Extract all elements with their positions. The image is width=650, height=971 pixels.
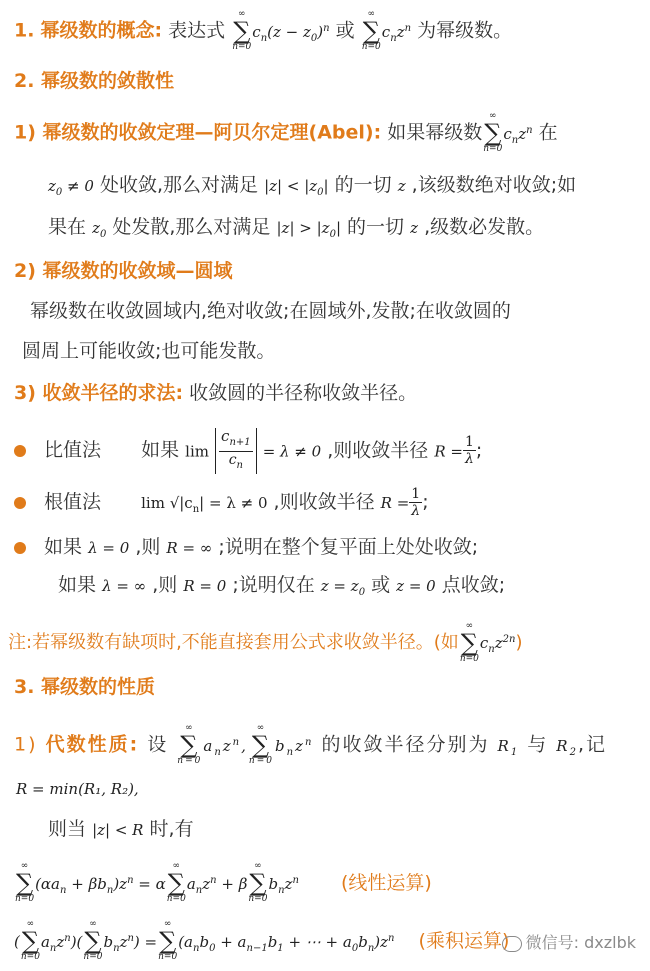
formula: R = <box>434 442 463 461</box>
formula: $R_1$ <box>497 736 520 758</box>
method-text: ,则收敛半径 <box>273 491 375 513</box>
abel-text: 如果幂级数 <box>387 121 483 144</box>
bullet-ratio: 比值法 如果 lim $\frac{c_{n+1}}{c_n}$ = λ ≠ 0 ,则收敛半径 R = $\frac{1}{\lambda}$ ; <box>14 428 482 474</box>
formula: $|z| < |z_0|$ <box>264 177 329 198</box>
abel-text: 处发散,那么对满足 <box>112 216 271 238</box>
case-infinite <box>58 576 505 598</box>
formula: $z_0$ <box>92 219 107 240</box>
radius-text: 收敛圆的半径称收敛半径。 <box>189 382 418 404</box>
formula: λ = 0 <box>88 539 130 557</box>
formula: $\frac{1}{\lambda}$ <box>464 434 474 468</box>
bullet-root: 根值法 $\lim √|c_n| = \lambda \ne 0$ ,则收敛半径 R = $\frac{1}{\lambda}$ ; <box>14 486 429 519</box>
formula: z <box>410 219 419 237</box>
sum-symbol: ∞ ∑ n=0 <box>248 861 268 904</box>
formula: $c_nz^{2n}$ <box>479 634 516 655</box>
bullet-zero <box>14 538 478 557</box>
formula: $a_nz^n$)( <box>40 932 83 954</box>
case-text: ;说明仅在 <box>232 574 315 596</box>
formula: λ = ∞ <box>102 577 147 595</box>
formula: lim <box>185 442 209 461</box>
section-heading: 3. 幂级数的性质 <box>14 676 156 698</box>
formula: z <box>397 177 406 195</box>
note-text: ) <box>515 632 523 653</box>
condition-line <box>48 820 194 839</box>
sum-symbol: ∞ ∑ n=0 <box>158 919 178 962</box>
formula: $\lim √|c_n| = \lambda \ne 0$ <box>141 494 268 515</box>
method-text: ,则收敛半径 <box>327 439 429 462</box>
watermark-text: 微信号: dxzlbk <box>525 933 636 952</box>
formula: $c_nz^n$ <box>381 22 412 44</box>
formula: $z_0 \ne 0$ <box>48 177 94 198</box>
abel-title: 1) 幂级数的收敛定理—阿贝尔定理(Abel): <box>14 121 382 144</box>
section-number: 1. <box>14 19 35 42</box>
note-line <box>8 622 523 664</box>
formula: $a_nz^n + \beta$ <box>186 874 248 896</box>
abel-line-2 <box>48 176 576 198</box>
section-heading: 2. 幂级数的敛散性 <box>14 70 175 92</box>
method-text: 如果 <box>141 439 180 462</box>
case-text: ;说明在整个复平面上处处收敛; <box>218 536 479 558</box>
algebra-text: ,记 <box>577 733 608 756</box>
formula: R = ∞ <box>166 539 213 557</box>
abel-line-1 <box>14 112 558 154</box>
bullet-icon <box>14 497 26 509</box>
concept-title: 幂级数的概念: <box>40 19 163 42</box>
or-text: 或 <box>335 19 355 42</box>
wechat-icon <box>502 936 522 952</box>
sum-symbol: ∞ ∑ n=0 <box>15 861 35 904</box>
formula: $R_2$ <box>556 736 578 758</box>
case-text: 点收敛; <box>441 574 506 596</box>
formula: $a_nz^n$, <box>203 736 248 758</box>
linear-line <box>14 862 432 904</box>
formula: $b_nz^n$) = <box>103 932 158 954</box>
item-number: 1) <box>14 733 38 756</box>
formula: $b_nz^n$ <box>268 874 299 896</box>
abel-text: ,该级数绝对收敛;如 <box>411 174 577 196</box>
abel-text: 果在 <box>48 216 87 238</box>
formula: ( <box>14 932 20 951</box>
product-line <box>14 920 509 962</box>
condition-text: 则当 <box>48 818 87 840</box>
abel-line-3 <box>48 218 544 240</box>
concept-line <box>14 10 512 52</box>
sum-symbol: ∞ ∑ n=0 <box>483 111 503 154</box>
formula: = λ ≠ 0 <box>262 442 322 461</box>
radius-heading-line <box>14 384 417 403</box>
subsection-heading: 2) 幂级数的收敛域—圆域 <box>14 260 233 282</box>
bullet-icon <box>14 542 26 554</box>
radius-title: 3) 收敛半径的求法: <box>14 382 184 404</box>
sum-symbol: ∞ ∑ n=0 <box>177 723 203 766</box>
case-text: 如果 <box>58 574 97 596</box>
sum-symbol: ∞ ∑ n=0 <box>459 621 479 664</box>
sum-symbol: ∞ ∑ n=0 <box>248 723 274 766</box>
sum-symbol: ∞ ∑ n=0 <box>166 861 186 904</box>
formula: R = <box>380 494 410 512</box>
rmin-formula: R = min(R₁, R₂), <box>16 780 139 798</box>
abel-text: ,级数必发散。 <box>424 216 545 238</box>
abel-text: 的一切 <box>347 216 405 238</box>
sum-symbol: ∞ ∑ n=0 <box>361 9 381 52</box>
formula: $(\alpha a_n + \beta b_n)z^n = \alpha$ <box>35 874 166 896</box>
note-text: 注:若幂级数有缺项时,不能直接套用公式求收敛半径。(如 <box>8 632 459 653</box>
formula: R = 0 <box>183 577 227 595</box>
formula: |z| < R <box>92 821 144 839</box>
algebra-text: 设 <box>147 733 169 756</box>
abel-text: 的一切 <box>334 174 392 196</box>
product-label: (乘积运算) <box>418 929 510 952</box>
algebra-title: 代数性质: <box>45 733 140 756</box>
formula: $z = z_0$ <box>320 577 366 598</box>
method-label: 根值法 <box>44 491 102 513</box>
sum-symbol: ∞ ∑ n=0 <box>20 919 40 962</box>
formula: z = 0 <box>396 577 436 595</box>
formula: $\frac{1}{\lambda}$ <box>411 486 421 519</box>
condition-text: 时,有 <box>149 818 194 840</box>
case-text: ,则 <box>152 574 178 596</box>
formula: ($a_nb_0 + a_{n-1}b_1$ + ⋯ + $a_0b_n)z^n$ <box>178 932 395 954</box>
formula: $c_nz^n$ <box>503 124 533 146</box>
case-text: 或 <box>371 574 391 596</box>
sum-symbol: ∞ ∑ n=0 <box>232 9 252 52</box>
paragraph-line: 圆周上可能收敛;也可能发散。 <box>22 340 276 362</box>
concept-tail: 为幂级数。 <box>417 19 513 42</box>
algebra-text: 的收敛半径分别为 <box>321 733 490 756</box>
algebra-line <box>14 724 607 766</box>
method-label: 比值法 <box>44 439 102 462</box>
formula: $|z| > |z_0|$ <box>276 219 341 240</box>
formula: $\frac{c_{n+1}}{c_n}$ <box>215 428 257 474</box>
abel-text: 处收敛,那么对满足 <box>99 174 259 196</box>
watermark <box>502 930 636 953</box>
linear-label: (线性运算) <box>340 871 432 894</box>
bullet-icon <box>14 445 26 457</box>
algebra-text: 与 <box>527 733 549 756</box>
formula: $b_nz^n$ <box>274 736 314 758</box>
case-text: 如果 <box>44 536 83 558</box>
case-text: ,则 <box>135 536 161 558</box>
concept-text: 表达式 <box>168 19 226 42</box>
paragraph-line: 幂级数在收敛圆域内,绝对收敛;在圆域外,发散;在收敛圆的 <box>30 300 511 322</box>
abel-text: 在 <box>538 121 558 144</box>
formula: $c_n(z - z_0)^n$ <box>252 22 330 44</box>
sum-symbol: ∞ ∑ n=0 <box>83 919 103 962</box>
